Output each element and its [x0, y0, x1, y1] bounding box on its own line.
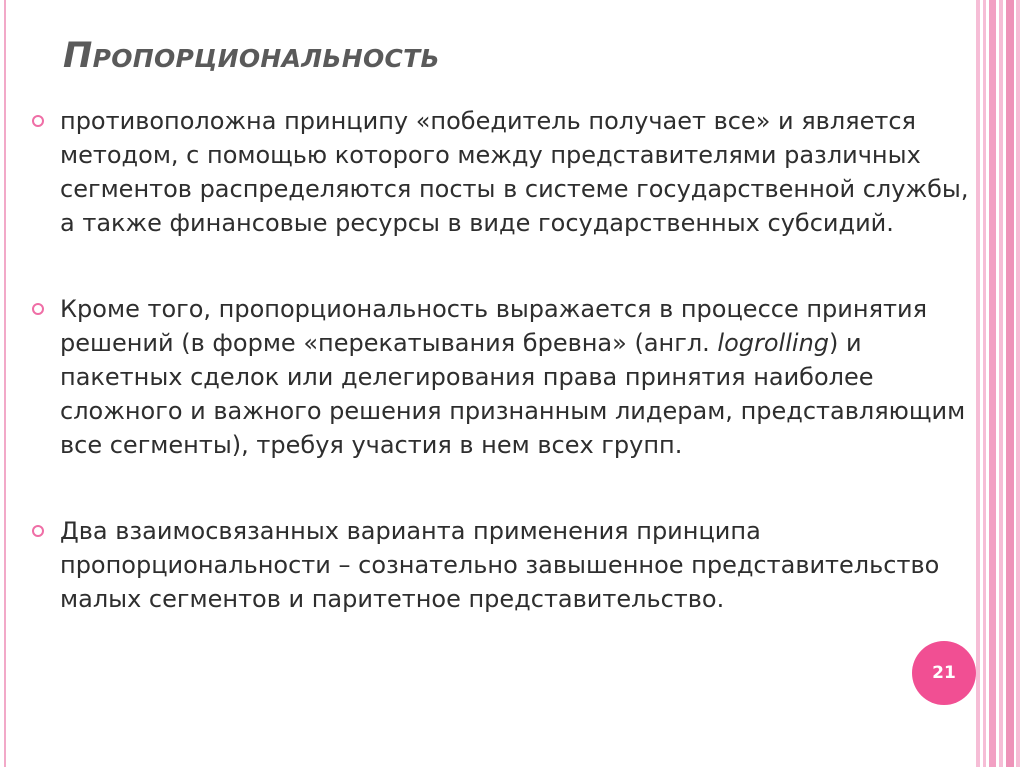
bullet-item: [60, 514, 984, 616]
bullet-text-italic: logrolling: [717, 329, 830, 357]
bullet-text: Два взаимосвязанных варианта применения принципа пропорциональности – сознательно завышенное представительство малых сегментов и паритетное представительство.: [60, 517, 940, 613]
decor-stripe: [1016, 0, 1020, 767]
decor-stripe: [989, 0, 996, 767]
left-accent-line: [4, 0, 6, 767]
bullet-item: [60, 104, 984, 240]
circle-outline-bullet-icon: [32, 525, 44, 537]
bullet-text: Кроме того, пропорциональность выражается в процессе принятия решений (в форме «перекатывания бревна» (англ.: [60, 295, 928, 357]
page-number-badge: 21: [912, 641, 976, 705]
circle-outline-bullet-icon: [32, 303, 44, 315]
slide-title: Пропорциональность: [63, 36, 440, 76]
decor-stripe: [999, 0, 1003, 767]
bullet-text: ) и пакетных сделок или делегирования права принятия наиболее сложного и важного решения признанным лидерам, представляющим все сегменты), требуя участия в нем всех групп.: [60, 329, 966, 459]
bullet-list: [60, 104, 984, 668]
circle-outline-bullet-icon: [32, 115, 44, 127]
bullet-text: противоположна принципу «победитель получает все» и является методом, с помощью которого между представителями различных сегментов распределяются посты в системе государственной службы, а также финансовые ресурсы в виде государственных субсидий.: [60, 107, 969, 237]
bullet-item: [60, 292, 984, 462]
decor-stripe: [1006, 0, 1014, 767]
